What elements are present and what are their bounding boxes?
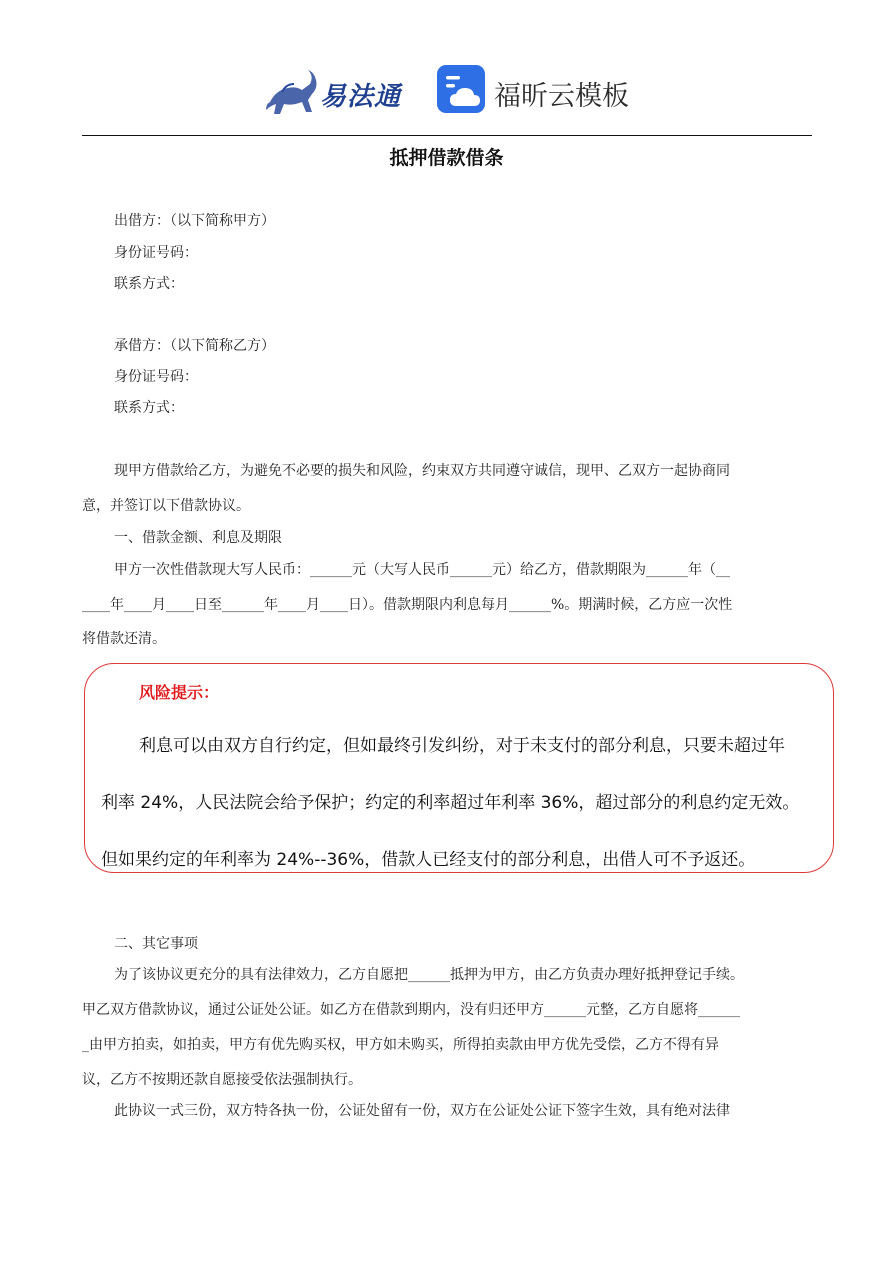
section2-line-2: 甲乙双方借款协议，通过公证处公证。如乙方在借款到期内，没有归还甲方______元整，乙方自愿将______ (82, 1002, 740, 1018)
yifatong-logo (262, 62, 412, 118)
section1-line-1: 甲方一次性借款现大写人民币：______元（大写人民币______元）给乙方，借款期限为______年（__ (114, 562, 730, 578)
document-title: 抵押借款借条 (389, 147, 504, 169)
page-header (0, 58, 893, 126)
risk-notice-body (101, 718, 829, 889)
risk-line-3: 但如果约定的年利率为 24%--36%，借款人已经支付的部分利息，出借人可不予返还。 (101, 850, 756, 870)
section2-line-5: 此协议一式三份，双方特各执一份，公证处留有一份，双方在公证处公证下签字生效，具有绝对法律 (114, 1103, 730, 1119)
section2-line-1: 为了该协议更充分的具有法律效力，乙方自愿把______抵押为甲方，由乙方负责办理好抵押登记手续。 (114, 967, 744, 983)
header-divider (82, 135, 812, 136)
risk-notice-title: 风险提示： (139, 683, 220, 702)
logo-left-text: 易法通 (320, 82, 402, 112)
section1-heading: 一、借款金额、利息及期限 (114, 530, 282, 546)
lender-contact-line: 联系方式： (114, 276, 184, 292)
logo-right-text: 福昕云模板 (494, 81, 629, 112)
section1-line-3: 将借款还清。 (82, 631, 166, 647)
cloud-document-icon (436, 64, 488, 116)
horse-emblem-icon (262, 62, 322, 118)
intro-line-2: 意，并签订以下借款协议。 (82, 498, 250, 514)
lender-id-line: 身份证号码： (114, 245, 198, 261)
borrower-id-line: 身份证号码： (114, 369, 198, 385)
risk-line-1: 利息可以由双方自行约定，但如最终引发纠纷，对于未支付的部分利息，只要未超过年 (139, 736, 785, 756)
fuxin-logo (436, 64, 646, 120)
borrower-name-line: 承借方：（以下简称乙方） (114, 338, 275, 354)
section2-heading: 二、其它事项 (114, 936, 198, 952)
section2-line-4: 议，乙方不按期还款自愿接受依法强制执行。 (82, 1072, 362, 1088)
section2-line-3: _由甲方拍卖，如拍卖，甲方有优先购买权，甲方如未购买，所得拍卖款由甲方优先受偿，乙方不得有异 (82, 1037, 719, 1053)
risk-notice-box (84, 663, 834, 873)
borrower-contact-line: 联系方式： (114, 400, 184, 416)
risk-line-2: 利率 24%，人民法院会给予保护；约定的利率超过年利率 36%，超过部分的利息约定无效。 (101, 793, 800, 813)
intro-line-1: 现甲方借款给乙方，为避免不必要的损失和风险，约束双方共同遵守诚信，现甲、乙双方一起协商同 (114, 463, 730, 479)
lender-name-line: 出借方：（以下简称甲方） (114, 213, 275, 229)
section1-line-2: ____年____月____日至______年____月____日）。借款期限内利息每月______%。期满时候，乙方应一次性 (82, 597, 733, 613)
